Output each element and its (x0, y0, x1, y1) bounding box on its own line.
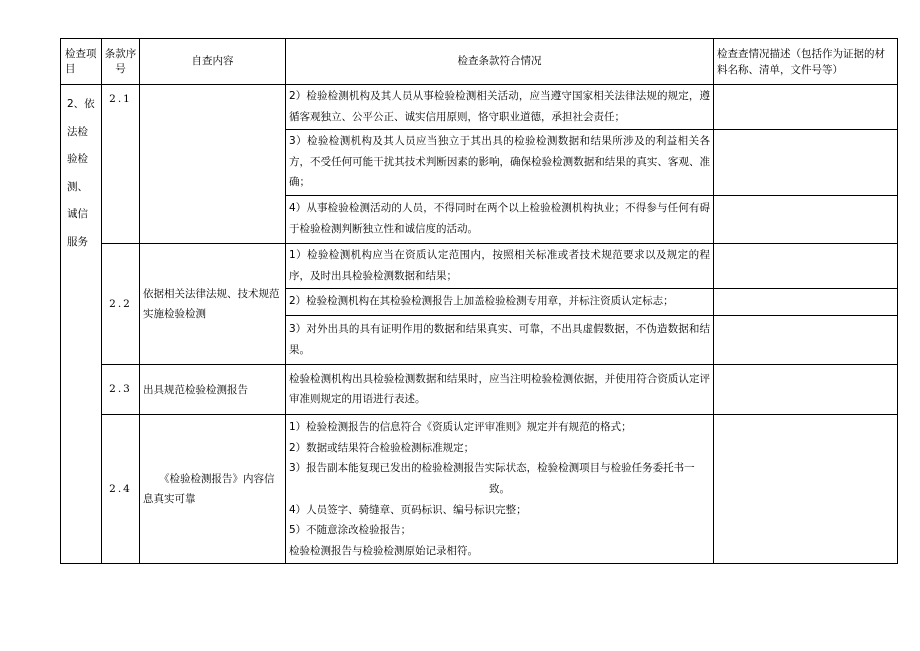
header-description: 检查查情况描述（包括作为证据的材料名称、清单，文件号等） (714, 39, 898, 85)
self-check-2-1 (140, 85, 286, 244)
description-cell[interactable] (714, 243, 898, 288)
condition-2-1-3: 3）检验检测机构及其人员应当独立于其出具的检验检测数据和结果所涉及的利益相关各方，不受任何可能干扰其技术判断因素的影响，确保检验检测数据和结果的真实、客观、准确； (286, 130, 714, 196)
condition-2-4-5: 5）不随意涂改检验报告； (289, 524, 412, 537)
header-inspection-item: 检查项目 (61, 39, 102, 85)
clause-no-2-4: 2.4 (102, 415, 140, 564)
description-cell[interactable] (714, 415, 898, 564)
description-cell[interactable] (714, 130, 898, 196)
clause-no-2-2: 2.2 (102, 243, 140, 364)
condition-2-4-4: 4）人员签字、骑缝章、页码标识、编号标识完整； (289, 503, 527, 516)
table-row (61, 365, 898, 415)
self-check-2-4: 《检验检测报告》内容信息真实可靠 (140, 415, 286, 564)
condition-2-4-1: 1）检验检测报告的信息符合《资质认定评审准则》规定并有规范的格式； (289, 421, 632, 434)
description-cell[interactable] (714, 365, 898, 415)
condition-2-2-1: 1）检验检测机构应当在资质认定范围内，按照相关标准或者技术规范要求以及规定的程序，及时出具检验检测数据和结果； (286, 243, 714, 288)
condition-2-2-3: 3）对外出具的具有证明作用的数据和结果真实、可靠，不出具虚假数据，不伪造数据和结果。 (286, 316, 714, 365)
condition-2-4-6: 检验检测报告与检验检测原始记录相符。 (289, 544, 478, 557)
header-row (61, 39, 898, 85)
header-compliance: 检查条款符合情况 (286, 39, 714, 85)
table-row (61, 85, 898, 130)
inspection-table (60, 38, 898, 564)
self-check-2-2: 依据相关法律法规、技术规范实施检验检测 (140, 243, 286, 364)
clause-no-2-1: 2.1 (102, 85, 140, 244)
condition-2-2-2: 2）检验检测机构在其检验检测报告上加盖检验检测专用章，并标注资质认定标志； (286, 289, 714, 316)
header-self-check: 自查内容 (140, 39, 286, 85)
condition-2-4-3: 3）报告副本能复现已发出的检验检测报告实际状态，检验检测项目与检验任务委托书一 (289, 462, 695, 475)
condition-2-4-3-cont: 致。 (489, 482, 510, 495)
table-row (61, 243, 898, 288)
description-cell[interactable] (714, 316, 898, 365)
description-cell[interactable] (714, 85, 898, 130)
table-row (61, 415, 898, 564)
condition-2-4-2: 2）数据或结果符合检验检测标准规定； (289, 441, 475, 454)
description-cell[interactable] (714, 289, 898, 316)
self-check-2-3: 出具规范检验检测报告 (140, 365, 286, 415)
header-clause-no: 条款序号 (102, 39, 140, 85)
description-cell[interactable] (714, 195, 898, 243)
condition-2-3: 检验检测机构出具检验检测数据和结果时，应当注明检验检测依据，并使用符合资质认定评审准则规定的用语进行表述。 (286, 365, 714, 415)
condition-2-1-4: 4）从事检验检测活动的人员，不得同时在两个以上检验检测机构执业；不得参与任何有碍于检验检测判断独立性和诚信度的活动。 (286, 195, 714, 243)
inspection-item-cell: 2、依法检验检测、诚信服务 (61, 85, 102, 564)
condition-2-4 (286, 415, 714, 564)
condition-2-1-2: 2）检验检测机构及其人员从事检验检测相关活动，应当遵守国家相关法律法规的规定，遵循客观独立、公平公正、诚实信用原则，恪守职业道德，承担社会责任； (286, 85, 714, 130)
clause-no-2-3: 2.3 (102, 365, 140, 415)
